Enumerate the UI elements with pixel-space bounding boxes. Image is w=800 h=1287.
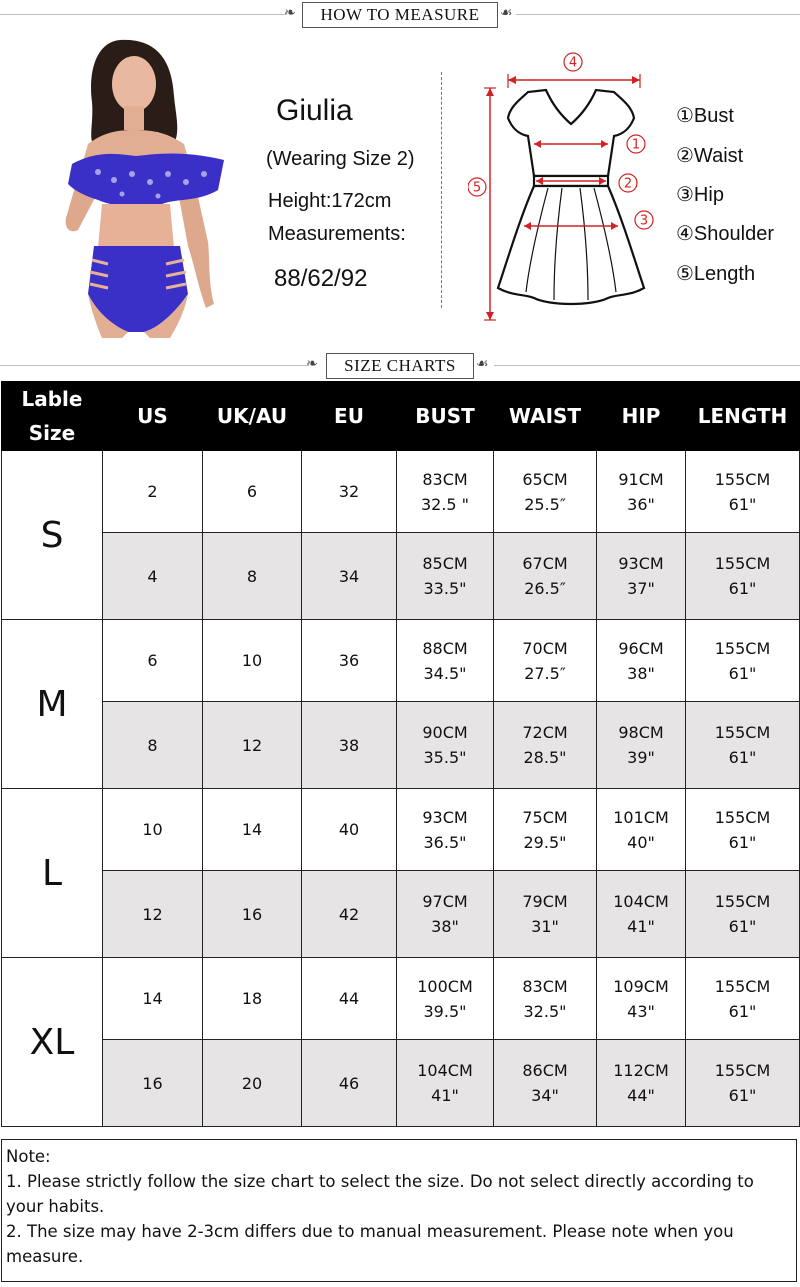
us-cell: 16 [103,1040,203,1127]
length-inch: 61" [728,748,757,767]
svg-text:3: 3 [639,213,649,229]
size-label-xl: XL [2,958,103,1127]
bust-cm: 83CM [422,469,468,489]
length-inch: 61" [728,579,757,598]
header-eu: EU [302,382,397,451]
model-wearing-size: (Wearing Size 2) [266,148,415,170]
bust-cell [397,533,494,620]
bust-cm: 100CM [417,976,473,996]
hip-cm: 91CM [618,469,664,489]
waist-cm: 70CM [522,638,568,658]
ornament-icon: ❧ [306,356,318,372]
eu-cell: 40 [302,789,397,871]
model-measurements-label: Measurements: [268,223,406,245]
waist-cm: 86CM [522,1061,568,1080]
waist-cm: 83CM [522,976,568,996]
table-row [2,451,800,533]
length-cm: 155CM [714,554,771,573]
waist-inch: 31" [531,917,559,936]
table-row [2,620,800,702]
bust-cm: 104CM [417,1061,473,1080]
legend-hip: ③Hip [676,184,724,206]
us-cell: 2 [103,451,203,533]
notes-box [1,1139,797,1282]
bust-inch: 36.5" [423,832,467,852]
bust-cell [397,702,494,789]
bust-cell [397,789,494,871]
bust-cm: 88CM [422,638,468,658]
table-header-row [2,382,800,451]
table-row [2,871,800,958]
waist-inch: 32.5" [523,1001,567,1021]
svg-text:5: 5 [472,180,482,196]
waist-cm: 72CM [522,723,568,742]
svg-text:4: 4 [568,55,578,71]
model-height: Height:172cm [268,190,392,212]
hip-cell [597,1040,686,1127]
uk-cell: 20 [203,1040,302,1127]
notes-title: Note: [6,1147,51,1166]
header-hip: HIP [597,382,686,451]
bust-cell [397,871,494,958]
uk-cell: 8 [203,533,302,620]
waist-inch: 29.5" [523,832,567,852]
header-us: US [103,382,203,451]
table-row [2,958,800,1040]
waist-inch: 28.5" [523,748,567,767]
hip-cell [597,620,686,702]
length-cm: 155CM [714,976,771,996]
waist-inch: 27.5″ [524,663,566,683]
size-label-l: L [2,789,103,958]
eu-cell: 38 [302,702,397,789]
length-cm: 155CM [714,807,771,827]
hip-inch: 36" [627,494,655,514]
bust-inch: 39.5" [423,1001,467,1021]
waist-cell [494,451,597,533]
hip-inch: 39" [627,748,655,767]
header-bust: BUST [397,382,494,451]
ornament-icon: ☙ [476,356,489,372]
hip-inch: 38" [627,663,655,683]
us-cell: 8 [103,702,203,789]
length-cm: 155CM [714,638,771,658]
hip-inch: 37" [627,579,655,598]
note-line-1: 1. Please strictly follow the size chart to select the size. Do not select directly according to your habits. [6,1172,754,1216]
eu-cell: 46 [302,1040,397,1127]
size-chart-table [1,381,800,1127]
waist-inch: 25.5″ [524,494,566,514]
hip-cm: 93CM [618,554,664,573]
length-cell [686,702,800,789]
divider-line [494,365,800,366]
table-row [2,789,800,871]
hip-cell [597,533,686,620]
waist-cell [494,1040,597,1127]
eu-cell: 34 [302,533,397,620]
hip-cell [597,871,686,958]
uk-cell: 14 [203,789,302,871]
length-cm: 155CM [714,723,771,742]
model-photo [58,32,228,338]
hip-cm: 98CM [618,723,664,742]
model-measurements-value: 88/62/92 [274,265,368,292]
table-row [2,533,800,620]
header-waist: WAIST [494,382,597,451]
hip-inch: 44" [627,1086,655,1105]
hip-cm: 109CM [613,976,669,996]
length-cell [686,451,800,533]
waist-cell [494,702,597,789]
legend-length: ⑤Length [676,263,756,285]
length-cm: 155CM [714,892,771,911]
length-inch: 61" [728,1086,757,1105]
uk-cell: 12 [203,702,302,789]
us-cell: 12 [103,871,203,958]
length-cell [686,533,800,620]
legend-bust: ①Bust [676,105,734,127]
eu-cell: 32 [302,451,397,533]
length-inch: 61" [728,917,757,936]
divider-line [0,365,308,366]
waist-cm: 75CM [522,807,568,827]
legend-waist: ②Waist [676,145,744,167]
bust-cm: 97CM [422,892,468,911]
bust-inch: 34.5" [423,663,467,683]
waist-inch: 34" [531,1086,559,1105]
ornament-icon: ❧ [284,5,296,21]
us-cell: 10 [103,789,203,871]
length-cell [686,789,800,871]
bust-inch: 32.5 " [420,494,470,514]
bust-cell [397,1040,494,1127]
hip-cm: 96CM [618,638,664,658]
hip-cell [597,958,686,1040]
table-row [2,702,800,789]
uk-cell: 16 [203,871,302,958]
model-name: Giulia [276,94,353,127]
length-cell [686,1040,800,1127]
us-cell: 4 [103,533,203,620]
hip-cm: 112CM [613,1061,669,1080]
eu-cell: 44 [302,958,397,1040]
uk-cell: 18 [203,958,302,1040]
length-inch: 61" [728,494,757,514]
hip-cell [597,789,686,871]
bust-inch: 41" [431,1086,459,1105]
hip-cell [597,702,686,789]
length-inch: 61" [728,832,757,852]
waist-cm: 79CM [522,892,568,911]
length-cm: 155CM [714,469,771,489]
how-to-measure-title: HOW TO MEASURE [302,2,498,28]
separator-dashed-line [441,72,442,308]
uk-cell: 6 [203,451,302,533]
bust-cell [397,451,494,533]
bust-inch: 33.5" [423,579,467,598]
hip-inch: 40" [627,832,655,852]
divider-line [0,14,286,15]
bust-inch: 38" [431,917,459,936]
bust-cm: 85CM [422,554,468,573]
length-cell [686,871,800,958]
note-line-2: 2. The size may have 2-3cm differs due to manual measurement. Please note when you measure. [6,1222,734,1266]
table-row [2,1040,800,1127]
hip-inch: 43" [627,1001,655,1021]
bust-cm: 93CM [422,807,468,827]
size-charts-title: SIZE CHARTS [326,353,474,379]
divider-line [516,14,800,15]
svg-text:2: 2 [623,176,633,192]
how-to-measure-header [0,2,800,28]
waist-cm: 67CM [522,554,568,573]
length-inch: 61" [728,663,757,683]
size-charts-header [0,353,800,379]
header-uk-au: UK/AU [203,382,302,451]
us-cell: 6 [103,620,203,702]
waist-cell [494,958,597,1040]
size-label-s: S [2,451,103,620]
bust-cell [397,958,494,1040]
hip-inch: 41" [627,917,655,936]
bust-cell [397,620,494,702]
svg-text:1: 1 [631,137,641,153]
length-cell [686,620,800,702]
eu-cell: 36 [302,620,397,702]
length-cell [686,958,800,1040]
header-length: LENGTH [686,382,800,451]
hip-cm: 101CM [613,807,669,827]
uk-cell: 10 [203,620,302,702]
legend-shoulder: ④Shoulder [676,223,774,245]
length-cm: 155CM [714,1061,771,1080]
hip-cm: 104CM [613,892,669,911]
dress-measure-diagram [468,48,668,328]
waist-cell [494,620,597,702]
length-inch: 61" [728,1001,757,1021]
size-label-m: M [2,620,103,789]
hip-cell [597,451,686,533]
us-cell: 14 [103,958,203,1040]
waist-inch: 26.5″ [524,579,566,598]
waist-cell [494,871,597,958]
header-label-size: Lable Size [2,382,103,451]
waist-cm: 65CM [522,469,568,489]
bust-cm: 90CM [422,723,468,742]
bust-inch: 35.5" [423,748,467,767]
waist-cell [494,533,597,620]
ornament-icon: ☙ [500,5,513,21]
eu-cell: 42 [302,871,397,958]
waist-cell [494,789,597,871]
